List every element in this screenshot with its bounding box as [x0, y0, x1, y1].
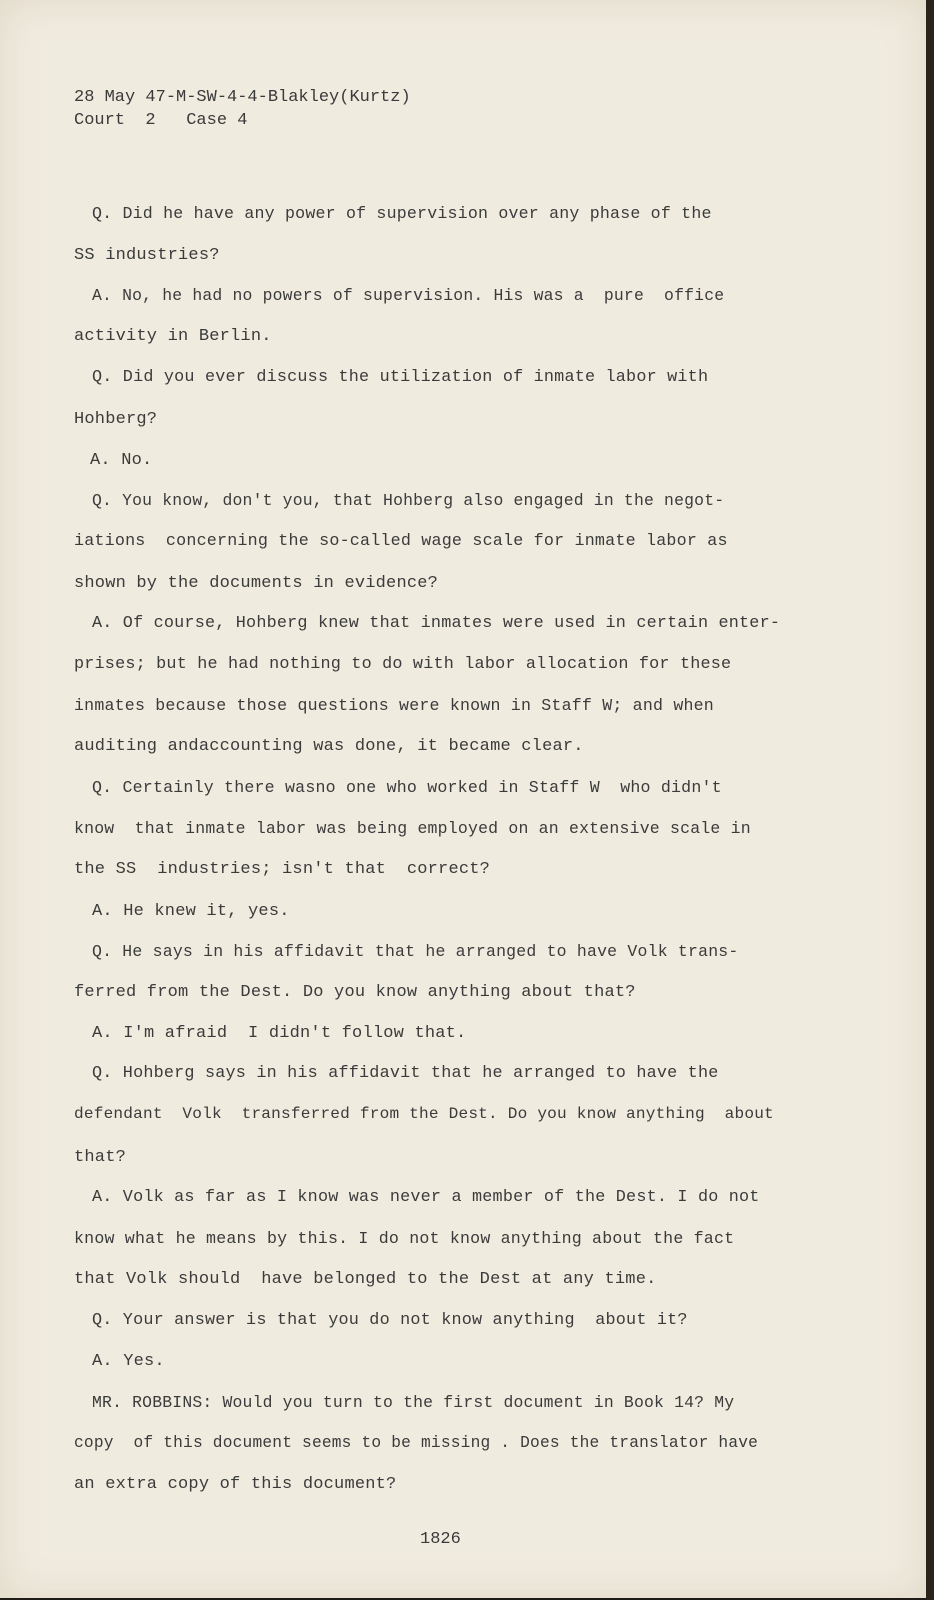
text-line: A. Of course, Hohberg knew that inmates were used in certain enter-: [92, 614, 781, 633]
document-header: [74, 86, 411, 132]
text-line: iations concerning the so-called wage scale for inmate labor as: [74, 532, 728, 551]
text-line: Q. He says in his affidavit that he arranged to have Volk trans-: [92, 942, 739, 961]
text-line: prises; but he had nothing to do with labor allocation for these: [74, 655, 732, 674]
page-number: 1826: [420, 1530, 461, 1549]
text-line: A. He knew it, yes.: [92, 902, 290, 921]
text-line: shown by the documents in evidence?: [74, 574, 439, 593]
text-line: that?: [74, 1148, 127, 1167]
text-line: A. Yes.: [92, 1352, 165, 1371]
text-line: Hohberg?: [74, 410, 158, 429]
header-line-1: 28 May 47-M-SW-4-4-Blakley(Kurtz): [74, 88, 411, 107]
text-line: copy of this document seems to be missing . Does the translator have: [74, 1434, 759, 1452]
text-line: Q. Did he have any power of supervision over any phase of the: [92, 204, 712, 223]
text-line: SS industries?: [74, 246, 220, 265]
text-line: defendant Volk transferred from the Dest. Do you know anything about: [74, 1105, 774, 1123]
text-line: auditing andaccounting was done, it became clear.: [74, 737, 584, 756]
text-line: inmates because those questions were known in Staff W; and when: [74, 696, 714, 715]
text-line: A. No.: [90, 451, 153, 470]
text-line: Q. Certainly there wasno one who worked in Staff W who didn't: [92, 778, 722, 797]
text-line: activity in Berlin.: [74, 327, 272, 346]
text-line: ferred from the Dest. Do you know anything about that?: [74, 983, 636, 1002]
text-line: A. No, he had no powers of supervision. His was a pure office: [92, 286, 725, 305]
text-line: Q. Your answer is that you do not know anything about it?: [92, 1311, 688, 1330]
text-line: MR. ROBBINS: Would you turn to the first document in Book 14? My: [92, 1393, 735, 1412]
text-line: Q. You know, don't you, that Hohberg also engaged in the negot-: [92, 491, 725, 510]
text-line: an extra copy of this document?: [74, 1475, 397, 1494]
text-line: that Volk should have belonged to the Dest at any time.: [74, 1270, 657, 1289]
text-line: A. I'm afraid I didn't follow that.: [92, 1024, 467, 1043]
header-line-2: Court 2 Case 4: [74, 111, 248, 130]
text-line: know that inmate labor was being employed on an extensive scale in: [74, 819, 751, 838]
text-line: A. Volk as far as I know was never a member of the Dest. I do not: [92, 1188, 760, 1207]
text-line: the SS industries; isn't that correct?: [74, 860, 491, 879]
text-line: Q. Did you ever discuss the utilization of inmate labor with: [92, 368, 709, 387]
scan-edge: [926, 0, 934, 1600]
text-line: know what he means by this. I do not know anything about the fact: [74, 1229, 735, 1248]
text-line: Q. Hohberg says in his affidavit that he arranged to have the: [92, 1064, 719, 1083]
